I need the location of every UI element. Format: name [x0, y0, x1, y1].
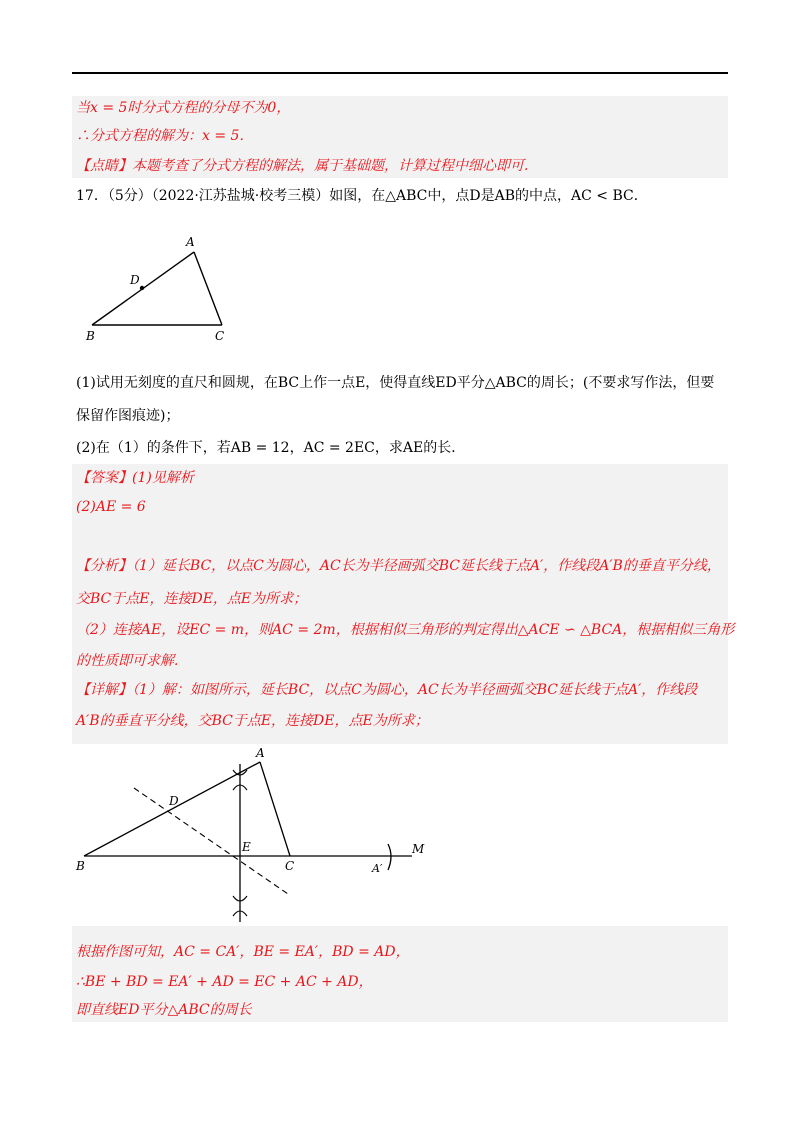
label-m: M	[412, 842, 425, 856]
label-a: A	[186, 235, 195, 249]
carryover-line-3: 【点睛】本题考查了分式方程的解法，属于基础题，计算过程中细心即可.	[76, 158, 529, 174]
label-d: D	[130, 273, 140, 287]
analysis-line-2: 交BC于点E，连接DE，点E为所求；	[76, 591, 308, 607]
detail-line-1: 【详解】（1）解：如图所示，延长BC，以点C为圆心，AC长为半径画弧交BC延长线于点A′，作线段	[76, 682, 698, 698]
label-e: E	[242, 840, 251, 854]
label-a: A	[256, 746, 265, 760]
conclusion-line-3: 即直线ED平分△ABC的周长	[76, 1002, 252, 1018]
question-part1-a: (1)试用无刻度的直尺和圆规，在BC上作一点E，使得直线ED平分△ABC的周长；(不要求写作法，但要	[76, 375, 715, 391]
label-b: B	[86, 329, 95, 343]
figure-background	[72, 744, 428, 926]
detail-line-2: A′B的垂直平分线，交BC于点E，连接DE，点E为所求；	[76, 713, 429, 729]
figure-construction	[72, 744, 428, 926]
analysis-line-1: 【分析】（1）延长BC，以点C为圆心，AC长为半径画弧交BC延长线于点A′，作线段A′B的垂直平分线，	[76, 558, 721, 574]
label-b: B	[76, 859, 85, 873]
point-d	[140, 286, 144, 290]
answer-line-1: 【答案】(1)见解析	[76, 470, 194, 486]
question-part1-b: 保留作图痕迹)；	[76, 408, 180, 424]
conclusion-line-2: ∴BE + BD = EA′ + AD = EC + AC + AD，	[76, 974, 373, 990]
segment-ac	[194, 252, 222, 325]
conclusion-line-1: 根据作图可知，AC = CA′，BE = EA′，BD = AD，	[76, 944, 410, 960]
answer-line-2: (2)AE = 6	[76, 499, 146, 515]
label-c: C	[285, 859, 295, 873]
analysis-line-3: （2）连接AE，设EC = m，则AC = 2m，根据相似三角形的判定得出△ACE ∽ △BCA，根据相似三角形	[76, 622, 735, 638]
label-c: C	[215, 329, 225, 343]
analysis-line-4: 的性质即可求解.	[76, 653, 179, 669]
carryover-line-2: ∴分式方程的解为：x = 5．	[76, 128, 254, 144]
question-part2: (2)在（1）的条件下，若AB = 12，AC = 2EC，求AE的长．	[76, 440, 466, 456]
label-d: D	[169, 794, 179, 808]
carryover-line-1: 当x = 5时分式方程的分母不为0，	[76, 100, 291, 116]
label-aprime: A′	[372, 862, 383, 875]
figure-triangle-abc	[82, 230, 242, 345]
header-rule	[72, 72, 728, 74]
question-header: 17．（5分）（2022·江苏盐城·校考三模）如图，在△ABC中，点D是AB的中点，AC < BC．	[76, 188, 648, 204]
